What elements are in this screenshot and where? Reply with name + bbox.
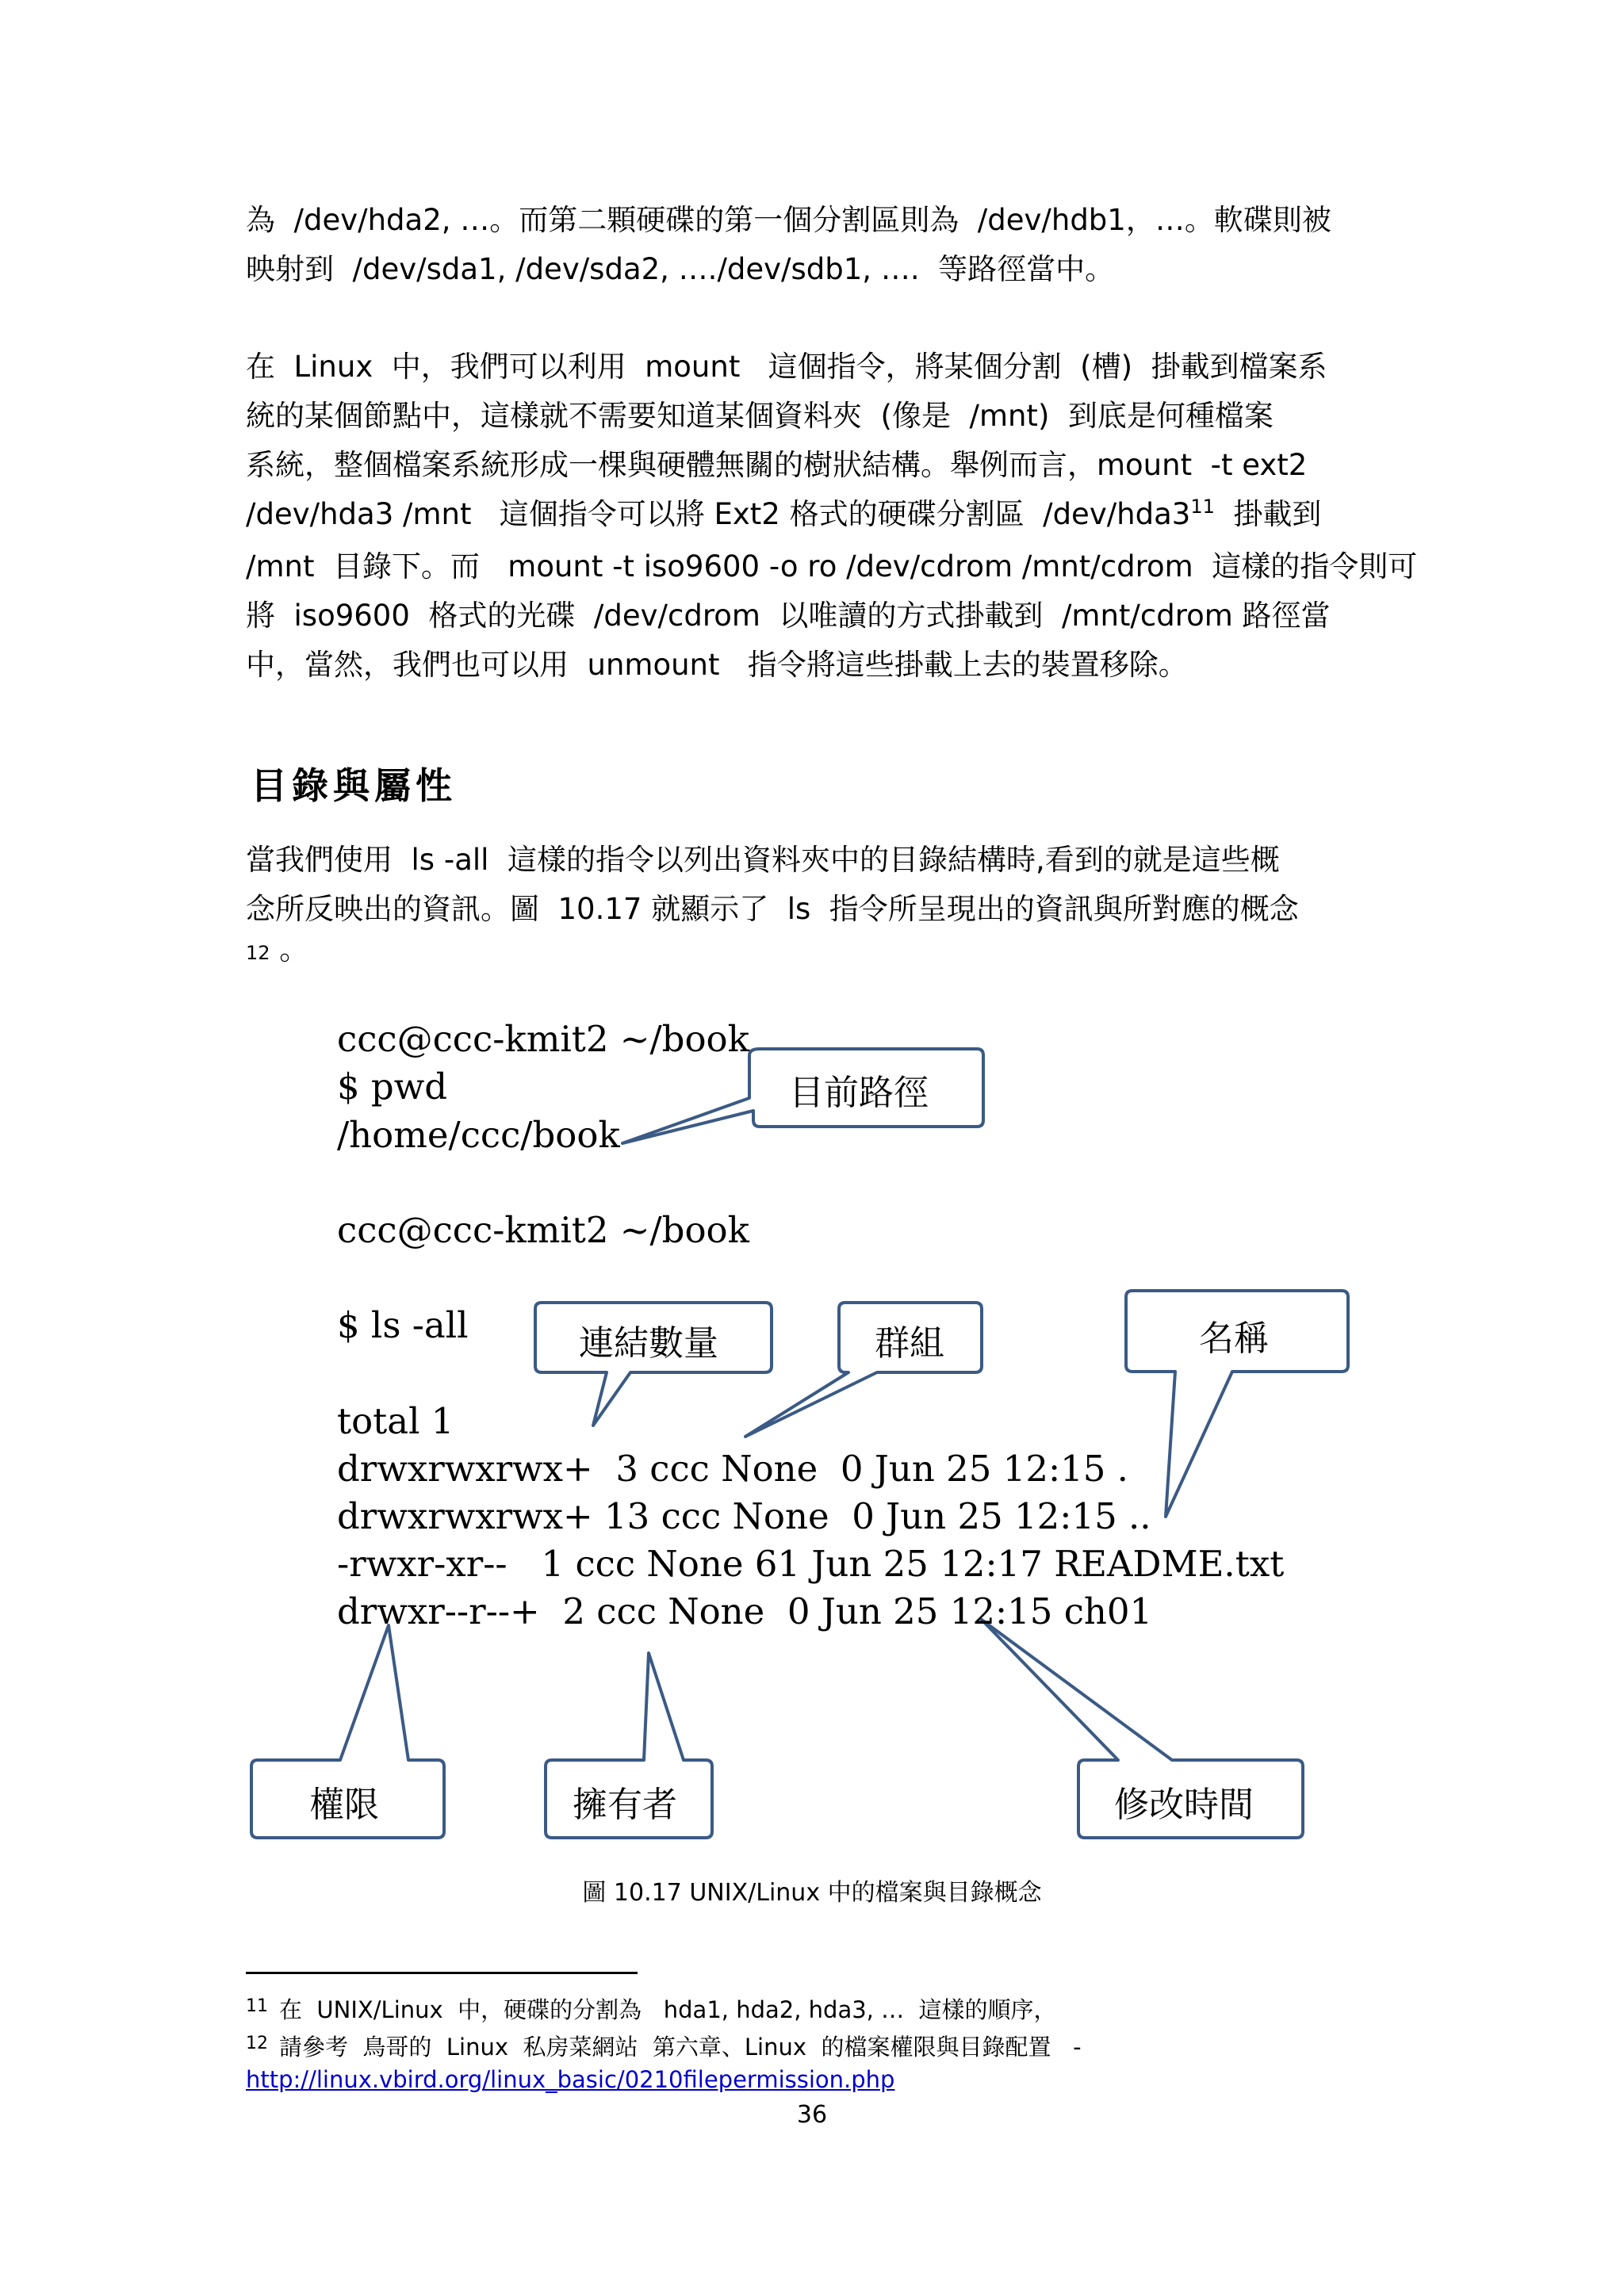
para2-line-7: 中，當然，我們也可以用 unmount 指令將這些掛載上去的裝置移除。 xyxy=(246,648,1188,682)
figure-caption: 圖 10.17 UNIX/Linux 中的檔案與目錄概念 xyxy=(582,1879,1042,1907)
callout-owner-label: 擁有者 xyxy=(573,1785,677,1825)
terminal-line-5: ccc@ccc-kmit2 ~/book xyxy=(337,1209,749,1251)
callout-name-label: 名稱 xyxy=(1199,1318,1269,1359)
terminal-line-9: total 1 xyxy=(337,1400,454,1442)
callout-permission-label: 權限 xyxy=(309,1785,379,1825)
footnote-ref-12[interactable]: 12 xyxy=(246,942,270,964)
terminal-line-11: drwxrwxrwx+ 13 ccc None 0 Jun 25 12:15 .. xyxy=(337,1495,1151,1537)
callout-modified-time-label: 修改時間 xyxy=(1114,1785,1254,1825)
footnote-11-number: 11 xyxy=(246,1996,268,2016)
terminal-line-3: /home/ccc/book xyxy=(337,1114,620,1156)
callout-current-path-label: 目前路徑 xyxy=(789,1073,929,1113)
section-heading: 目錄與屬性 xyxy=(251,764,457,807)
callout-group-label: 群組 xyxy=(875,1323,944,1364)
terminal-line-13: drwxr--r--+ 2 ccc None 0 Jun 25 12:15 ch01 xyxy=(337,1590,1153,1632)
footnote-12-text: 請參考 鳥哥的 Linux 私房菜網站 第六章、Linux 的檔案權限與目錄配置 - xyxy=(279,2034,1082,2061)
footnote-ref-11[interactable]: 11 xyxy=(1190,496,1215,518)
para2-line-4-text: /dev/hda3 /mnt 這個指令可以將 Ext2 格式的硬碟分割區 /dev/hda3 xyxy=(246,497,1191,531)
terminal-line-2: $ pwd xyxy=(337,1066,448,1108)
terminal-line-10: drwxrwxrwx+ 3 ccc None 0 Jun 25 12:15 . xyxy=(337,1448,1128,1490)
callout-group-shape xyxy=(745,1303,982,1437)
footnote-divider xyxy=(246,1972,638,1974)
para1-line-1: 為 /dev/hda2, …。而第二顆硬碟的第一個分割區則為 /dev/hdb1，…。軟碟則被 xyxy=(246,203,1331,237)
para2-line-4-tail: 掛載到 xyxy=(1214,497,1322,531)
para1-line-2: 映射到 /dev/sda1, /dev/sda2, …./dev/sdb1, …. 等路徑當中。 xyxy=(246,252,1115,286)
para2-line-2: 統的某個節點中，這樣就不需要知道某個資料夾 (像是 /mnt) 到底是何種檔案 xyxy=(246,399,1274,433)
para3-line-1: 當我們使用 ls -all 這樣的指令以列出資料夾中的目錄結構時,看到的就是這些概 xyxy=(246,843,1280,877)
para2-line-6: 將 iso9600 格式的光碟 /dev/cdrom 以唯讀的方式掛載到 /mnt/cdrom 路徑當 xyxy=(246,599,1331,633)
footnote-11 xyxy=(246,1992,1057,2025)
para2-line-3: 系統，整個檔案系統形成一棵與硬體無關的樹狀結構。舉例而言，mount -t ext2 xyxy=(246,448,1308,482)
para2-line-5: /mnt 目錄下。而 mount -t iso9600 -o ro /dev/cdrom /mnt/cdrom 這樣的指令則可 xyxy=(246,549,1418,584)
footnote-12-link[interactable]: http://linux.vbird.org/linux_basic/0210filepermission.php xyxy=(246,2066,895,2093)
para3-line-2: 念所反映出的資訊。圖 10.17 就顯示了 ls 指令所呈現出的資訊與所對應的概念 xyxy=(246,892,1299,926)
footnote-12 xyxy=(246,2030,1082,2062)
para2-line-1: 在 Linux 中，我們可以利用 mount 這個指令，將某個分割 (槽) 掛載到檔案系 xyxy=(246,350,1327,384)
page-number: 36 xyxy=(796,2101,828,2129)
callout-link-count-label: 連結數量 xyxy=(579,1323,718,1364)
footnote-12-number: 12 xyxy=(246,2034,268,2053)
terminal-line-1: ccc@ccc-kmit2 ~/book xyxy=(337,1018,749,1060)
footnote-11-text: 在 UNIX/Linux 中，硬碟的分割為 hda1, hda2, hda3, … 這樣的順序， xyxy=(279,1996,1057,2023)
para3-tail: 。 xyxy=(270,932,309,966)
terminal-line-7: $ ls -all xyxy=(337,1304,469,1346)
terminal-line-12: -rwxr-xr-- 1 ccc None 61 Jun 25 12:17 README.txt xyxy=(337,1543,1285,1585)
